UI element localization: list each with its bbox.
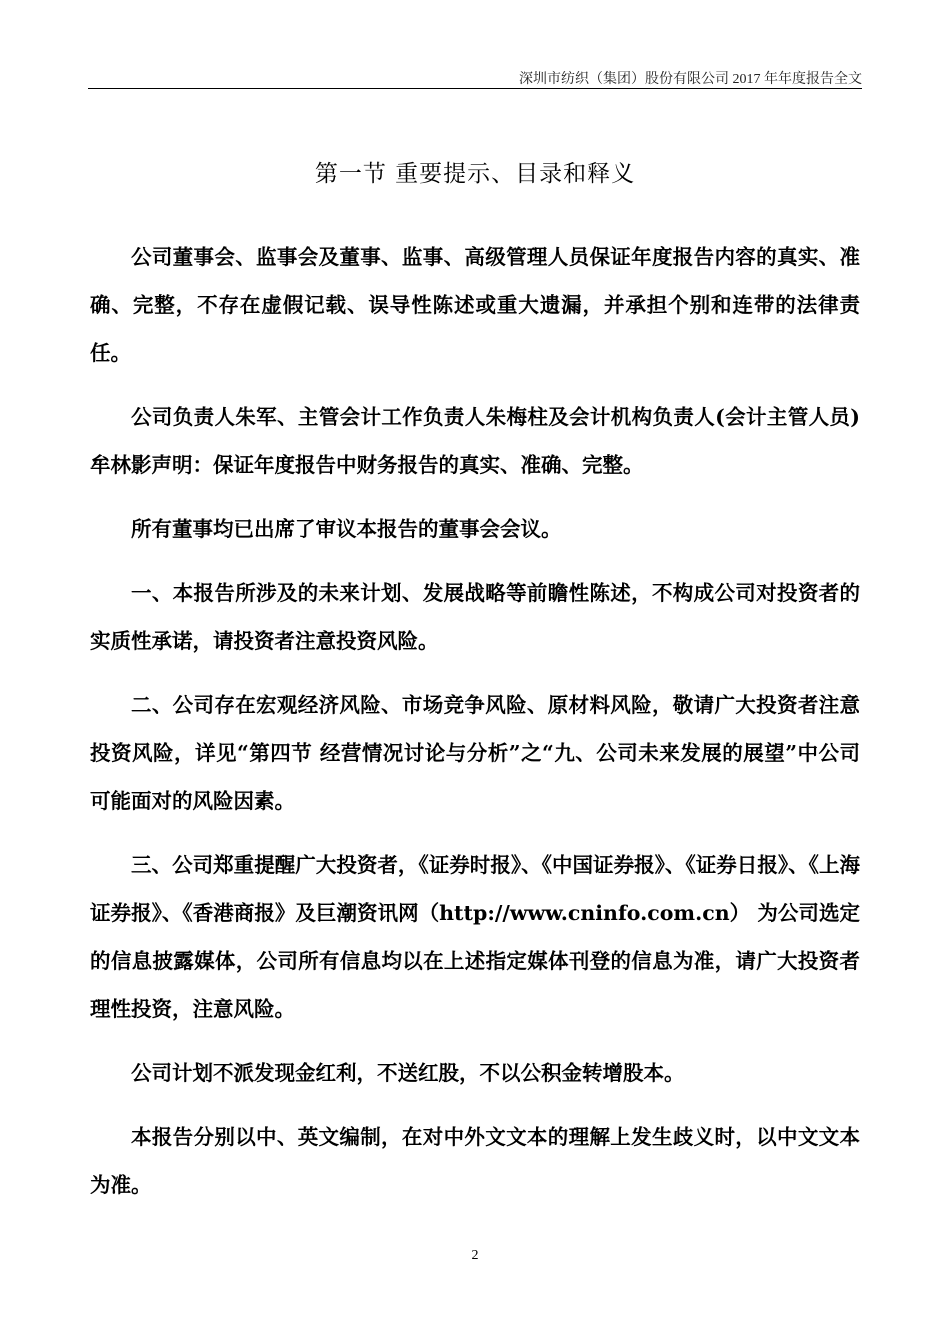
paragraph-board-attendance: 所有董事均已出席了审议本报告的董事会会议。 bbox=[131, 517, 562, 541]
header-rule bbox=[88, 88, 862, 89]
paragraph-forward-looking: 一、本报告所涉及的未来计划、发展战略等前瞻性陈述，不构成公司对投资者的实质性承诺，请投资者注意投资风险。 bbox=[90, 581, 860, 653]
page-number: 2 bbox=[471, 1248, 479, 1263]
paragraph-responsible-persons: 公司负责人朱军、主管会计工作负责人朱梅柱及会计机构负责人(会计主管人员)牟林影声明：保证年度报告中财务报告的真实、准确、完整。 bbox=[90, 405, 860, 477]
section-title: 第一节 重要提示、目录和释义 bbox=[314, 161, 636, 187]
paragraph-disclosure-media: 三、公司郑重提醒广大投资者，《证券时报》、《中国证券报》、《证券日报》、《上海证券报》、《香港商报》及巨潮资讯网（http://www.cninfo.com.cn） 为公司选定的信息披露媒体，公司所有信息均以在上述指定媒体刊登的信息为准，请广大投资者理性投资，注意风险。 bbox=[90, 853, 860, 1021]
body-text bbox=[90, 233, 860, 1225]
paragraph-dividend-plan: 公司计划不派发现金红利，不送红股，不以公积金转增股本。 bbox=[131, 1061, 685, 1085]
paragraph-language-version: 本报告分别以中、英文编制，在对中外文文本的理解上发生歧义时，以中文文本为准。 bbox=[90, 1125, 860, 1197]
paragraph-board-guarantee: 公司董事会、监事会及董事、监事、高级管理人员保证年度报告内容的真实、准确、完整，不存在虚假记载、误导性陈述或重大遗漏，并承担个别和连带的法律责任。 bbox=[90, 245, 860, 365]
paragraph-risks: 二、公司存在宏观经济风险、市场竞争风险、原材料风险，敬请广大投资者注意投资风险，详见“第四节 经营情况讨论与分析”之“九、公司未来发展的展望”中公司可能面对的风险因素。 bbox=[90, 693, 860, 813]
running-header: 深圳市纺织（集团）股份有限公司 2017 年年度报告全文 bbox=[519, 72, 862, 87]
